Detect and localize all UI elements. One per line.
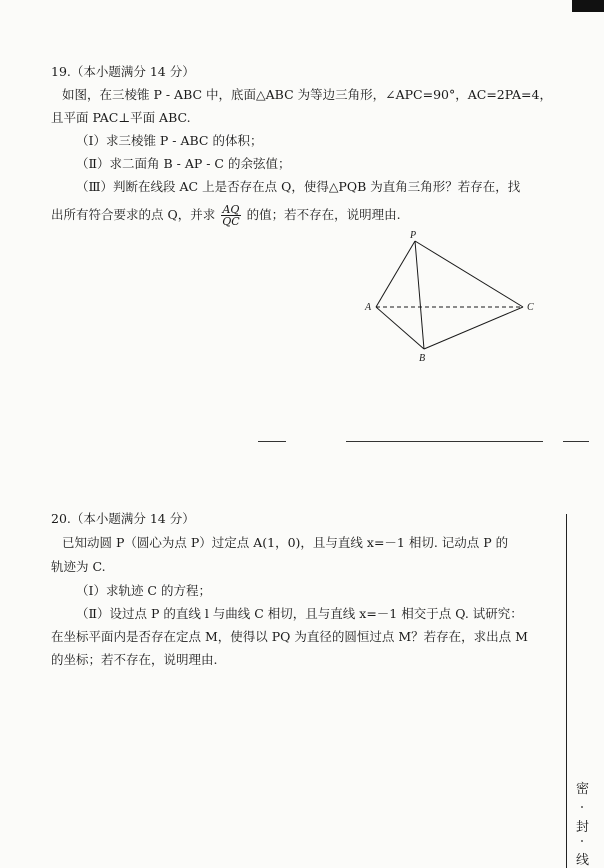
q19-part3-line1: （Ⅲ）判断在线段 AC 上是否存在点 Q，使得△PQB 为直角三角形？若存在，找 [76,179,521,194]
ratio-fraction [221,204,240,227]
edge-PC [415,241,523,307]
divider-segment-3 [563,441,589,442]
q20-header: 20.（本小题满分 14 分） [51,511,195,526]
binding-char-seal: 密 [576,782,590,797]
q19-header: 19.（本小题满分 14 分） [51,64,195,79]
q20-intro-line2: 轨迹为 C. [51,559,106,574]
divider-segment-1 [258,441,286,442]
divider-segment-2 [346,441,543,442]
corner-registration-mark [572,0,604,12]
q20-part2-line1: （Ⅱ）设过点 P 的直线 l 与曲线 C 相切，且与直线 x=－1 相交于点 Q. 试研究： [76,606,523,621]
binding-dot [581,806,583,808]
q20-part1: （Ⅰ）求轨迹 C 的方程； [76,583,211,598]
edge-AB [376,307,424,349]
q20-intro-line1: 已知动圆 P（圆心为点 P）过定点 A(1，0)，且与直线 x=－1 相切. 记动点 P 的 [62,535,509,550]
q19-part3-line2 [51,204,401,227]
q19-intro-line1: 如图，在三棱锥 P - ABC 中，底面△ABC 为等边三角形，∠APC=90°，AC=2PA=4， [62,87,552,102]
binding-char-close: 封 [576,820,590,835]
q19-part3-line2-a: 出所有符合要求的点 Q，并求 [51,207,216,222]
label-A: A [365,302,372,313]
edge-PB [415,241,424,349]
edge-BC [424,307,523,349]
q19-part1: （Ⅰ）求三棱锥 P - ABC 的体积； [76,133,263,148]
fraction-numerator: AQ [222,203,240,216]
label-P: P [410,230,417,241]
q19-part2: （Ⅱ）求二面角 B - AP - C 的余弦值； [76,156,291,171]
fraction-denominator: QC [222,215,240,228]
q19-part3-line2-b: 的值；若不存在，说明理由. [246,207,401,222]
q19-intro-line2: 且平面 PAC⊥平面 ABC. [51,110,191,125]
binding-dot [581,840,583,842]
binding-char-line: 线 [576,853,590,868]
q20-part2-line3: 的坐标；若不存在，说明理由. [51,652,218,667]
q20-part2-line2: 在坐标平面内是否存在定点 M，使得以 PQ 为直径的圆恒过点 M？若存在，求出点 M [51,629,528,644]
label-C: C [527,302,534,313]
label-B: B [419,353,426,364]
binding-margin [566,514,604,868]
pyramid-figure [360,228,550,368]
edge-PA [376,241,415,307]
